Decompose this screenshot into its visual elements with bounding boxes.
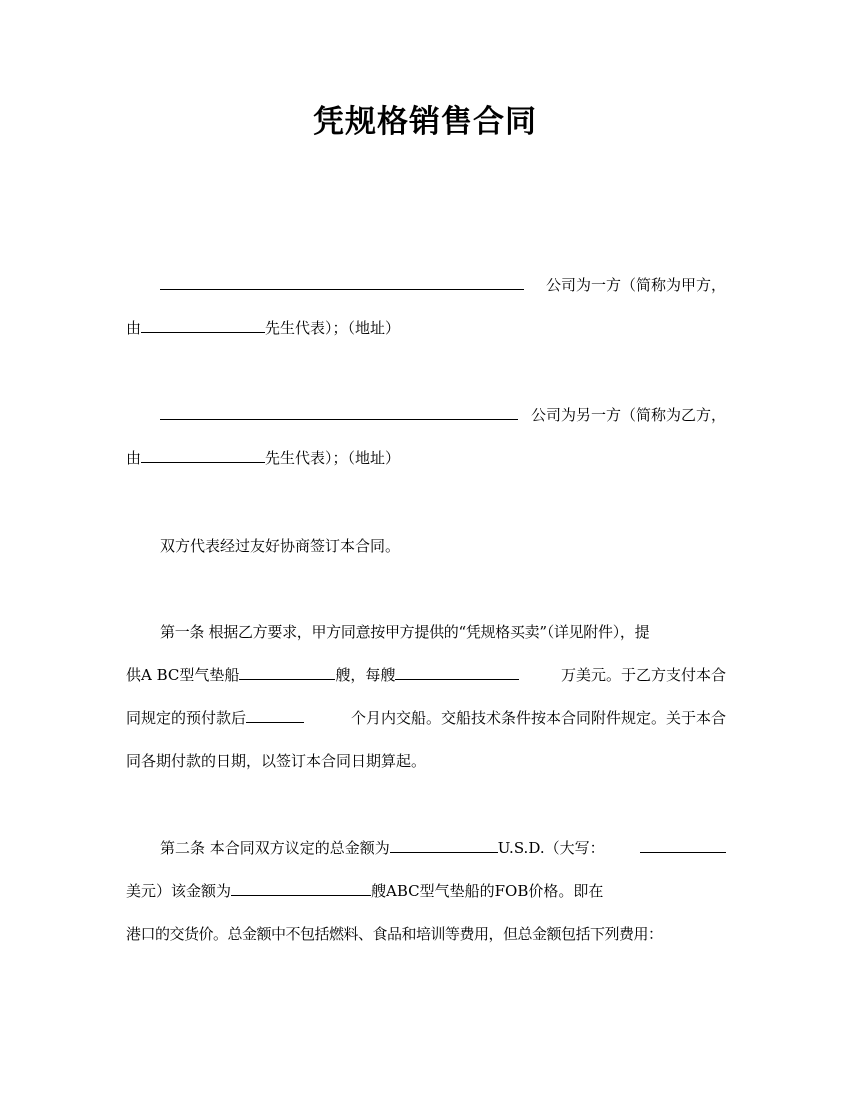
party-b-company-blank[interactable] [160,404,518,420]
document-title: 凭规格销售合同 [313,104,537,140]
unit-price-blank[interactable] [395,664,519,680]
party-a-company-blank[interactable] [160,274,524,290]
party-a-line2-prefix: 由 [126,319,142,337]
party-a-line-1 [126,274,726,296]
party-a-line-2 [126,317,726,339]
party-a-line1-suffix: 公司为一方（简称为甲方， [545,276,726,294]
article1-line2-c: 万美元。于乙方支付本合 [560,666,726,684]
article1-line3-b: 个月内交船。交船技术条件按本合同附件规定。关于本合 [350,709,726,727]
party-b-line-1 [126,404,726,426]
article2-line-2 [126,880,726,902]
article1-line1-text: 第一条 根据乙方要求，甲方同意按甲方提供的“凭规格买卖”（详见附件），提 [160,623,650,641]
amount-in-words-blank[interactable] [640,837,726,853]
article1-line-4: 同各期付款的日期，以签订本合同日期算起。 [126,752,427,770]
article1-line-3 [126,707,726,729]
article2-line-3: 港口的交货价。总金额中不包括燃料、食品和培训等费用，但总金额包括下列费用： [126,925,663,943]
party-b-line2-suffix: 先生代表）；（地址） [265,449,401,467]
delivery-months-blank[interactable] [246,707,304,723]
party-b-representative-blank[interactable] [141,447,265,463]
party-b-line1-suffix: 公司为另一方（简称为乙方， [530,406,726,424]
party-b-line-2 [126,447,726,469]
article1-line2-b: 艘，每艘 [335,666,396,684]
party-a-line2-suffix: 先生代表）；（地址） [265,319,401,337]
article1-line2-a: 供A BC型气垫船 [126,666,240,684]
article2-line2-a: 美元）该金额为 [126,882,232,900]
article2-line1-a: 第二条 本合同双方议定的总金额为 [160,839,390,857]
intro-paragraph: 双方代表经过友好协商签订本合同。 [160,537,401,555]
article2-line1-b: U.S.D.（大写： [497,839,605,857]
article1-line3-a: 同规定的预付款后 [126,709,247,727]
article1-line-1 [126,621,726,643]
party-a-representative-blank[interactable] [141,317,265,333]
quantity-blank[interactable] [239,664,335,680]
total-amount-blank[interactable] [390,837,498,853]
article2-line2-b: 艘ABC型气垫船的FOB价格。即在 [371,882,604,900]
party-b-line2-prefix: 由 [126,449,142,467]
article2-line-1 [126,837,726,859]
vessel-count-blank[interactable] [231,880,371,896]
article1-line-2 [126,664,726,686]
